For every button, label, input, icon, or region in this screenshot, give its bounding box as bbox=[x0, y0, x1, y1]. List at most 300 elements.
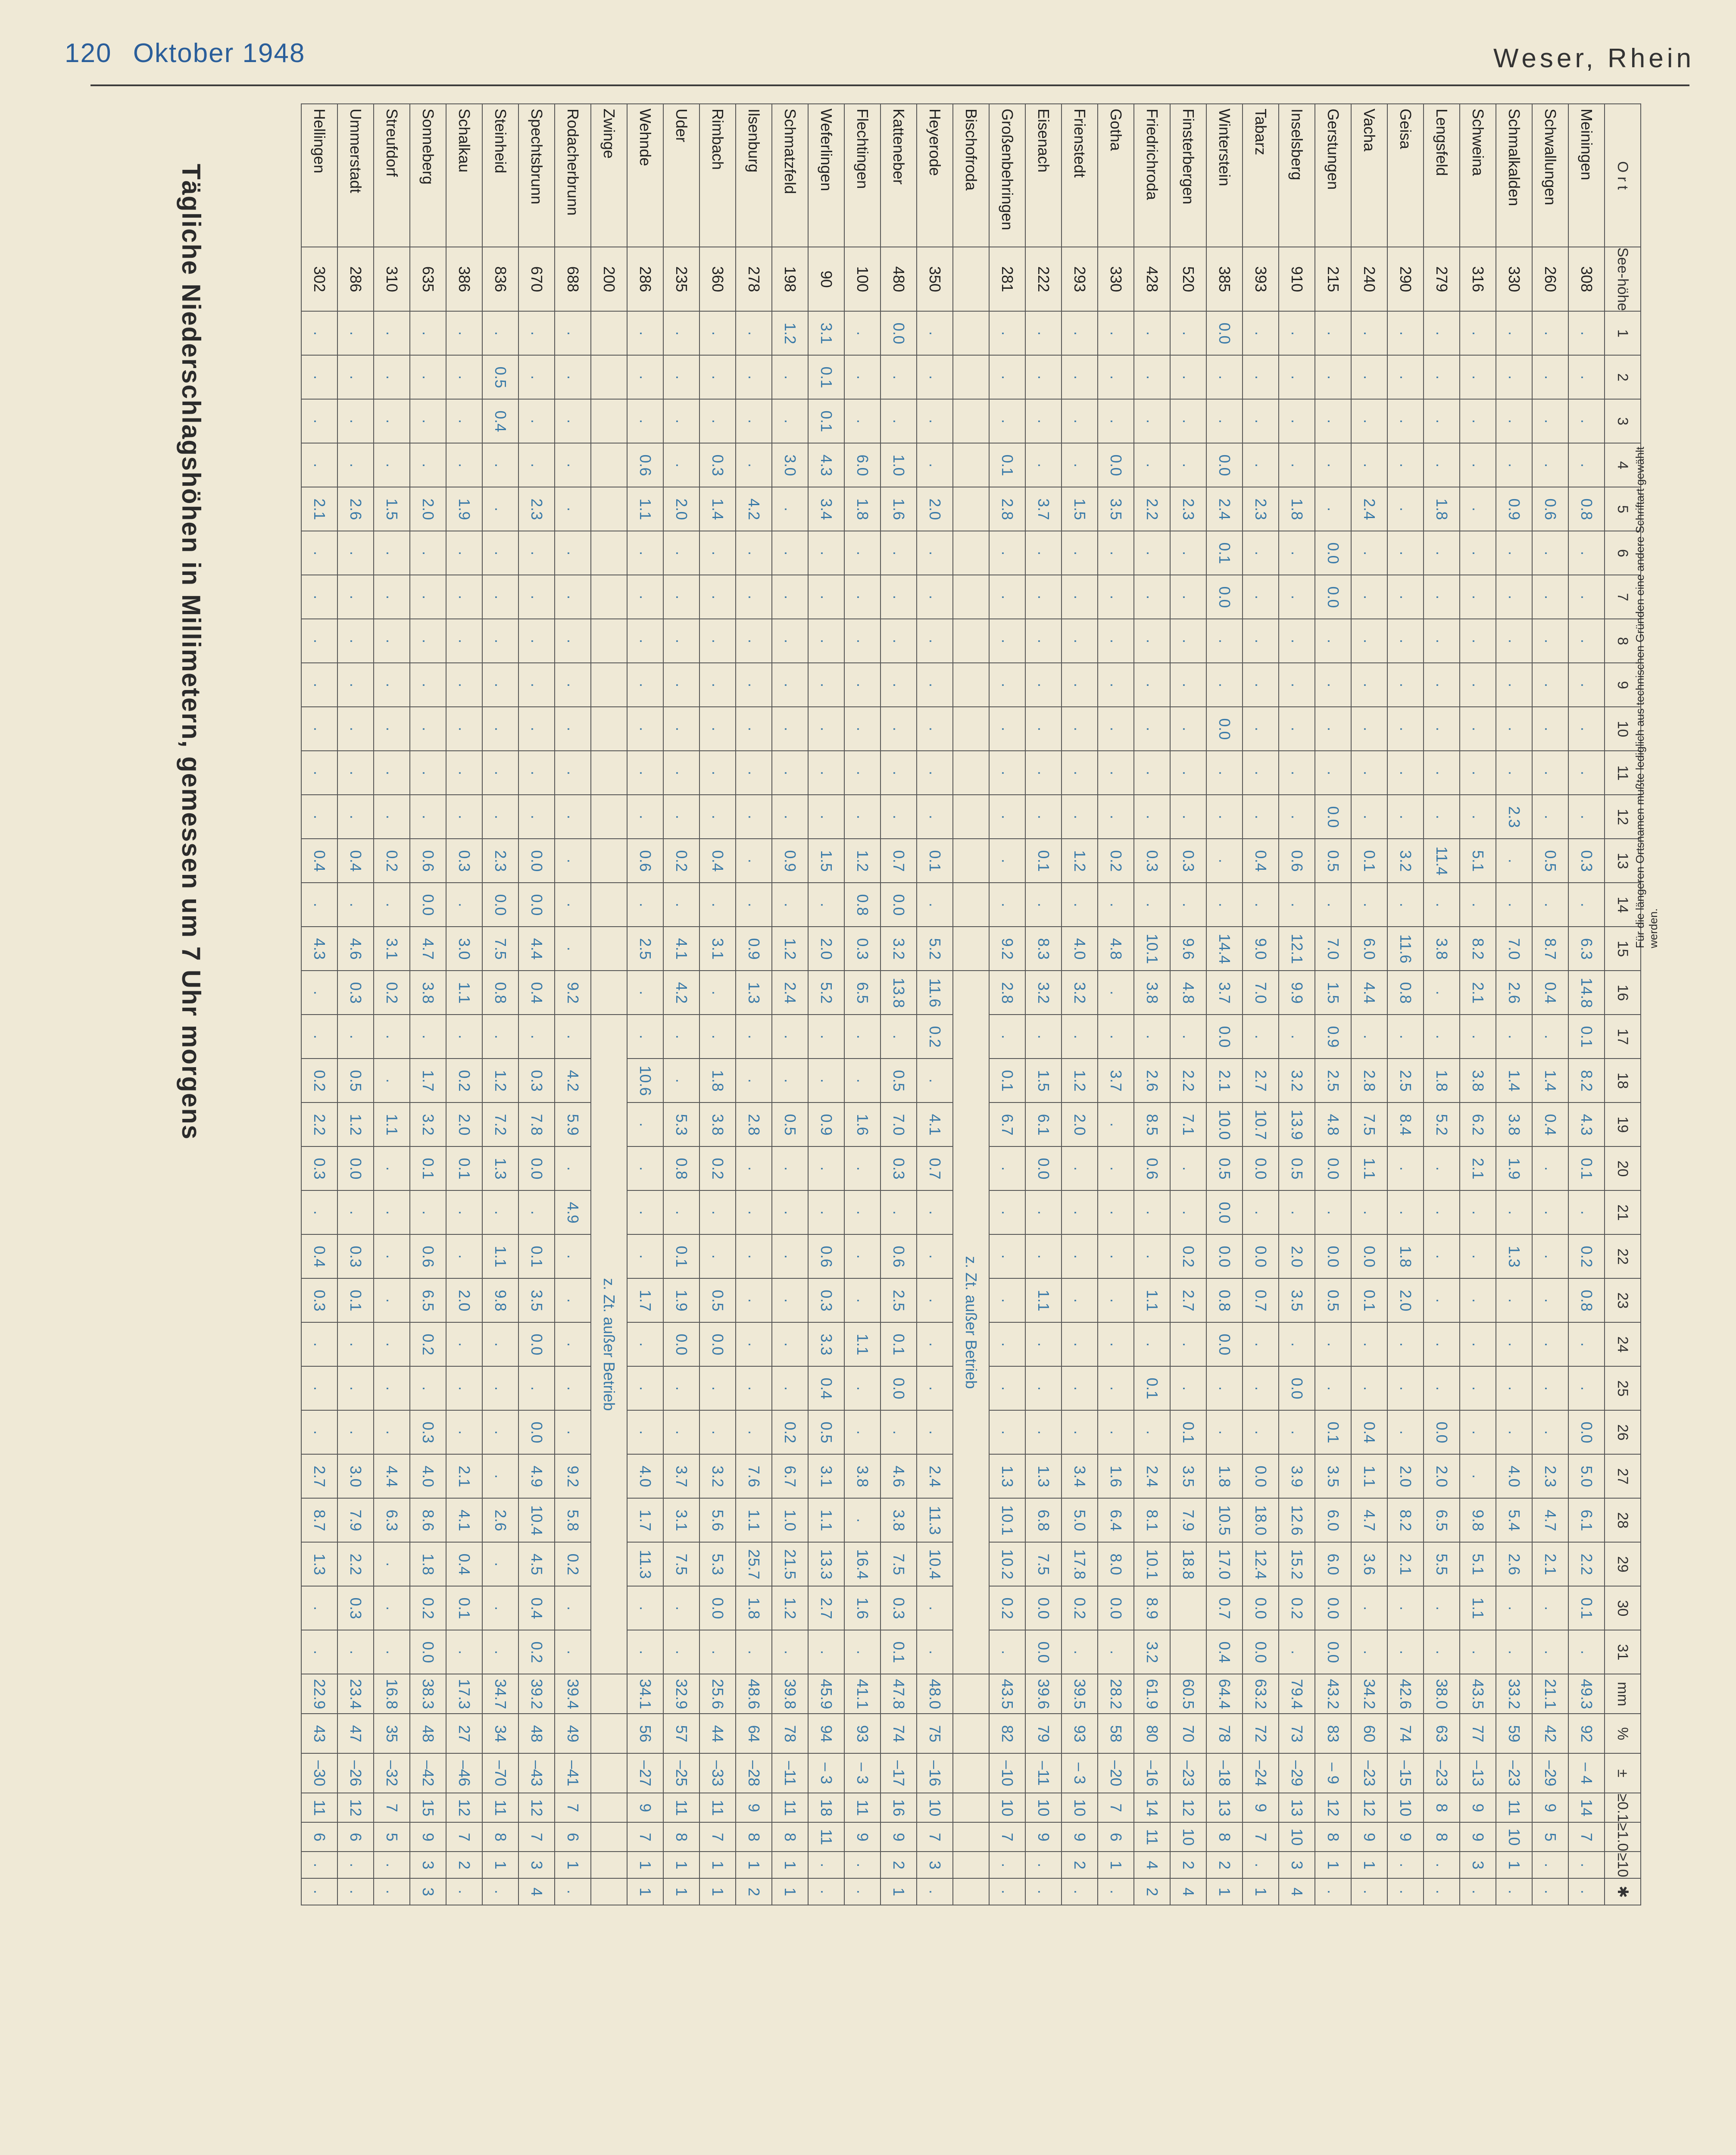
day-cell: 0.4 bbox=[337, 839, 374, 883]
day-cell: . bbox=[699, 311, 736, 355]
day-cell: 9.0 bbox=[1243, 927, 1279, 971]
day-count: 7 bbox=[917, 1822, 953, 1852]
day-cell: . bbox=[1387, 619, 1424, 663]
day-cell: 2.8 bbox=[989, 487, 1025, 531]
day-count: 4 bbox=[518, 1878, 555, 1905]
day-cell: 0.0 bbox=[1206, 1234, 1243, 1278]
day-cell: 3.7 bbox=[1206, 971, 1243, 1015]
percent-of-mean: 75 bbox=[917, 1714, 953, 1753]
day-cell: . bbox=[446, 795, 482, 839]
day-cell: . bbox=[699, 751, 736, 795]
day-cell: 0.6 bbox=[880, 1234, 917, 1278]
day-cell: . bbox=[1134, 1410, 1170, 1454]
day-cell: . bbox=[446, 663, 482, 707]
day-cell: . bbox=[1206, 619, 1243, 663]
day-cell: . bbox=[482, 531, 518, 575]
day-cell: 0.3 bbox=[1134, 839, 1170, 883]
day-cell: . bbox=[410, 311, 446, 355]
day-cell: 0.3 bbox=[518, 1059, 555, 1102]
deviation: –23 bbox=[1170, 1753, 1206, 1793]
station-height: 198 bbox=[772, 247, 808, 311]
day-count: . bbox=[1387, 1852, 1424, 1878]
day-cell: . bbox=[699, 971, 736, 1015]
day-cell: . bbox=[989, 1278, 1025, 1322]
percent-of-mean: 74 bbox=[880, 1714, 917, 1753]
day-cell: . bbox=[1279, 619, 1315, 663]
day-count: 11 bbox=[772, 1793, 808, 1822]
day-cell: . bbox=[518, 531, 555, 575]
day-cell: . bbox=[1025, 619, 1062, 663]
day-cell: . bbox=[663, 619, 699, 663]
col-header-day-19: 19 bbox=[1605, 1102, 1641, 1146]
day-cell: . bbox=[663, 751, 699, 795]
day-count: 13 bbox=[1206, 1793, 1243, 1822]
day-cell: . bbox=[1496, 575, 1532, 619]
day-cell: 1.1 bbox=[1351, 1146, 1387, 1190]
day-cell: . bbox=[699, 1630, 736, 1674]
day-cell: . bbox=[1243, 883, 1279, 927]
station-name: Weferlingen bbox=[808, 104, 844, 247]
day-cell: 1.6 bbox=[880, 487, 917, 531]
day-count bbox=[591, 1852, 627, 1878]
day-cell: . bbox=[374, 751, 410, 795]
day-cell: 0.5 bbox=[772, 1102, 808, 1146]
col-header-sum: mm bbox=[1605, 1674, 1641, 1714]
day-cell: . bbox=[374, 619, 410, 663]
day-cell: 0.3 bbox=[410, 1410, 446, 1454]
day-cell: . bbox=[1062, 443, 1098, 487]
day-cell: . bbox=[1568, 443, 1605, 487]
deviation: –16 bbox=[917, 1753, 953, 1793]
day-cell: . bbox=[1460, 1234, 1496, 1278]
day-cell: . bbox=[627, 619, 663, 663]
day-cell: 0.2 bbox=[917, 1015, 953, 1059]
day-cell: 4.7 bbox=[1532, 1498, 1568, 1542]
day-cell: 0.6 bbox=[410, 1234, 446, 1278]
day-count: 9 bbox=[627, 1793, 663, 1822]
day-cell: . bbox=[699, 663, 736, 707]
day-cell: . bbox=[301, 355, 337, 399]
day-count: 12 bbox=[1170, 1793, 1206, 1822]
day-cell: 3.5 bbox=[1170, 1454, 1206, 1498]
day-cell: . bbox=[772, 1234, 808, 1278]
day-cell: 2.4 bbox=[1206, 487, 1243, 531]
day-cell: 6.0 bbox=[1315, 1542, 1351, 1586]
col-header-day-28: 28 bbox=[1605, 1498, 1641, 1542]
day-cell: . bbox=[917, 531, 953, 575]
day-count: 3 bbox=[917, 1852, 953, 1878]
day-count: . bbox=[1315, 1878, 1351, 1905]
day-cell: . bbox=[663, 399, 699, 443]
day-cell: 0.0 bbox=[1025, 1146, 1062, 1190]
station-name: Gerstungen bbox=[1315, 104, 1351, 247]
day-cell: . bbox=[1025, 751, 1062, 795]
day-cell: 0.2 bbox=[410, 1586, 446, 1630]
day-cell: 0.7 bbox=[1206, 1586, 1243, 1630]
day-cell: . bbox=[1424, 1146, 1460, 1190]
day-cell: . bbox=[1025, 311, 1062, 355]
day-count: 2 bbox=[880, 1852, 917, 1878]
station-name: Finsterbergen bbox=[1170, 104, 1206, 247]
station-name: Schalkau bbox=[446, 104, 482, 247]
day-cell: . bbox=[555, 619, 591, 663]
day-cell: 0.8 bbox=[1568, 1278, 1605, 1322]
day-cell: . bbox=[1460, 619, 1496, 663]
day-cell: . bbox=[1243, 707, 1279, 751]
day-cell: . bbox=[555, 927, 591, 971]
day-cell: 7.0 bbox=[1243, 971, 1279, 1015]
day-cell: . bbox=[337, 355, 374, 399]
day-cell: 3.1 bbox=[699, 927, 736, 971]
day-cell: . bbox=[1568, 663, 1605, 707]
day-cell: . bbox=[518, 795, 555, 839]
day-cell: 0.1 bbox=[989, 1059, 1025, 1102]
day-cell: . bbox=[446, 1630, 482, 1674]
col-header-count-0: ≥0.1 bbox=[1605, 1793, 1641, 1822]
day-cell: . bbox=[844, 1146, 880, 1190]
day-cell: . bbox=[1025, 1015, 1062, 1059]
table-row bbox=[989, 104, 1025, 1905]
day-cell: 3.7 bbox=[663, 1454, 699, 1498]
percent-of-mean: 59 bbox=[1496, 1714, 1532, 1753]
day-cell: . bbox=[1568, 619, 1605, 663]
station-height bbox=[953, 247, 989, 311]
day-cell: . bbox=[1568, 1366, 1605, 1410]
day-cell: . bbox=[844, 1059, 880, 1102]
day-cell: 0.0 bbox=[699, 1586, 736, 1630]
day-cell: 0.2 bbox=[772, 1410, 808, 1454]
out-of-service-note: z. Zt. außer Betrieb bbox=[953, 971, 989, 1674]
day-count: 1 bbox=[1243, 1878, 1279, 1905]
day-cell: 4.7 bbox=[1351, 1498, 1387, 1542]
day-cell: 6.0 bbox=[1315, 1498, 1351, 1542]
day-count: 12 bbox=[518, 1793, 555, 1822]
day-cell: 4.4 bbox=[1351, 971, 1387, 1015]
day-cell: . bbox=[1532, 1322, 1568, 1366]
day-cell: . bbox=[1062, 1234, 1098, 1278]
station-name: Geisa bbox=[1387, 104, 1424, 247]
day-cell: 9.8 bbox=[482, 1278, 518, 1322]
day-cell bbox=[953, 707, 989, 751]
day-cell: 1.8 bbox=[1424, 487, 1460, 531]
day-cell: 0.9 bbox=[772, 839, 808, 883]
day-count: 10 bbox=[1170, 1822, 1206, 1852]
day-cell: . bbox=[1424, 1278, 1460, 1322]
table-row bbox=[808, 104, 844, 1905]
day-cell: . bbox=[301, 795, 337, 839]
day-cell: 4.2 bbox=[663, 971, 699, 1015]
day-cell: . bbox=[917, 311, 953, 355]
day-cell: . bbox=[1134, 707, 1170, 751]
day-cell: 10.4 bbox=[917, 1542, 953, 1586]
day-cell: . bbox=[374, 1322, 410, 1366]
day-cell: 0.0 bbox=[1206, 1190, 1243, 1234]
day-count: . bbox=[337, 1852, 374, 1878]
day-cell: . bbox=[374, 531, 410, 575]
day-cell: 0.1 bbox=[1025, 839, 1062, 883]
day-cell: . bbox=[1279, 399, 1315, 443]
day-cell: . bbox=[772, 1322, 808, 1366]
day-cell: 4.2 bbox=[736, 487, 772, 531]
day-cell bbox=[591, 531, 627, 575]
day-cell: . bbox=[627, 1410, 663, 1454]
day-cell: 4.2 bbox=[555, 1059, 591, 1102]
day-count: 5 bbox=[374, 1822, 410, 1852]
day-cell: . bbox=[301, 1630, 337, 1674]
day-cell: . bbox=[1243, 795, 1279, 839]
day-count: 1 bbox=[1206, 1878, 1243, 1905]
day-cell: 0.1 bbox=[1568, 1015, 1605, 1059]
day-count: . bbox=[1387, 1878, 1424, 1905]
day-count bbox=[953, 1822, 989, 1852]
day-count: 3 bbox=[410, 1852, 446, 1878]
day-cell: 0.0 bbox=[1315, 531, 1351, 575]
day-cell: 4.1 bbox=[446, 1498, 482, 1542]
day-cell: . bbox=[627, 1586, 663, 1630]
day-cell: . bbox=[1279, 1630, 1315, 1674]
day-cell: . bbox=[410, 531, 446, 575]
day-cell: . bbox=[989, 619, 1025, 663]
day-cell: . bbox=[337, 1630, 374, 1674]
station-height: 910 bbox=[1279, 247, 1315, 311]
day-cell: . bbox=[374, 795, 410, 839]
station-height: 293 bbox=[1062, 247, 1098, 311]
day-cell: 3.8 bbox=[844, 1454, 880, 1498]
day-cell: 0.6 bbox=[808, 1234, 844, 1278]
monthly-sum: 42.6 bbox=[1387, 1674, 1424, 1714]
day-count: 11 bbox=[1496, 1793, 1532, 1822]
day-cell: 6.5 bbox=[844, 971, 880, 1015]
day-cell: 3.0 bbox=[772, 443, 808, 487]
day-cell: . bbox=[1170, 399, 1206, 443]
day-cell: . bbox=[1243, 1366, 1279, 1410]
day-cell: 0.1 bbox=[1568, 1146, 1605, 1190]
day-cell: . bbox=[518, 575, 555, 619]
day-cell bbox=[953, 751, 989, 795]
day-cell: . bbox=[1279, 1190, 1315, 1234]
day-cell: . bbox=[301, 1015, 337, 1059]
day-count bbox=[953, 1878, 989, 1905]
table-row bbox=[1424, 104, 1460, 1905]
day-cell: 0.3 bbox=[301, 1278, 337, 1322]
header-rule bbox=[91, 84, 1689, 86]
day-cell: . bbox=[1460, 575, 1496, 619]
day-cell: 5.2 bbox=[1424, 1102, 1460, 1146]
day-cell: 0.0 bbox=[1243, 1630, 1279, 1674]
day-cell: . bbox=[699, 355, 736, 399]
day-count: . bbox=[1025, 1878, 1062, 1905]
day-cell: 2.0 bbox=[410, 487, 446, 531]
day-count: 2 bbox=[1062, 1852, 1098, 1878]
day-cell: . bbox=[1025, 883, 1062, 927]
day-cell: . bbox=[989, 355, 1025, 399]
day-cell: . bbox=[555, 531, 591, 575]
day-count: 10 bbox=[1496, 1822, 1532, 1852]
day-cell: . bbox=[1315, 487, 1351, 531]
day-cell bbox=[591, 355, 627, 399]
day-cell: . bbox=[917, 399, 953, 443]
day-cell: 3.2 bbox=[1025, 971, 1062, 1015]
day-count: 8 bbox=[772, 1822, 808, 1852]
day-cell: . bbox=[1062, 751, 1098, 795]
day-cell: 4.3 bbox=[1568, 1102, 1605, 1146]
day-cell: . bbox=[518, 663, 555, 707]
col-header-day-11: 11 bbox=[1605, 751, 1641, 795]
day-cell: 10.4 bbox=[518, 1498, 555, 1542]
day-cell: . bbox=[374, 1410, 410, 1454]
day-cell: . bbox=[1134, 443, 1170, 487]
day-cell: . bbox=[555, 1630, 591, 1674]
day-cell: . bbox=[446, 1410, 482, 1454]
day-cell: 0.0 bbox=[482, 883, 518, 927]
day-cell: 0.2 bbox=[374, 839, 410, 883]
station-name: Rimbach bbox=[699, 104, 736, 247]
day-cell: . bbox=[1134, 531, 1170, 575]
day-cell: . bbox=[663, 355, 699, 399]
day-cell: 0.6 bbox=[627, 839, 663, 883]
day-cell: 1.2 bbox=[337, 1102, 374, 1146]
day-cell: . bbox=[482, 487, 518, 531]
day-cell: . bbox=[880, 575, 917, 619]
day-cell: 9.8 bbox=[1460, 1498, 1496, 1542]
day-cell: . bbox=[1170, 795, 1206, 839]
day-cell: . bbox=[374, 311, 410, 355]
deviation: – 3 bbox=[844, 1753, 880, 1793]
day-cell: . bbox=[1496, 1366, 1532, 1410]
deviation: –11 bbox=[772, 1753, 808, 1793]
day-cell bbox=[953, 663, 989, 707]
percent-of-mean: 56 bbox=[627, 1714, 663, 1753]
day-cell: 0.0 bbox=[1315, 1146, 1351, 1190]
day-cell: . bbox=[1460, 1630, 1496, 1674]
station-height: 290 bbox=[1387, 247, 1424, 311]
deviation: –18 bbox=[1206, 1753, 1243, 1793]
monthly-sum: 43.5 bbox=[1460, 1674, 1496, 1714]
deviation: –29 bbox=[1279, 1753, 1315, 1793]
day-cell: . bbox=[1315, 1322, 1351, 1366]
day-count: 4 bbox=[1279, 1878, 1315, 1905]
day-cell: . bbox=[1206, 399, 1243, 443]
day-cell: 6.1 bbox=[1025, 1102, 1062, 1146]
day-cell: 0.4 bbox=[1532, 1102, 1568, 1146]
day-cell: . bbox=[808, 751, 844, 795]
day-cell: . bbox=[337, 1366, 374, 1410]
day-cell: . bbox=[1496, 443, 1532, 487]
station-name: Tabarz bbox=[1243, 104, 1279, 247]
day-cell: . bbox=[1098, 1234, 1134, 1278]
day-cell: . bbox=[1351, 1630, 1387, 1674]
day-count: . bbox=[808, 1878, 844, 1905]
day-count: 7 bbox=[446, 1822, 482, 1852]
day-cell: 2.1 bbox=[1460, 971, 1496, 1015]
day-cell: . bbox=[555, 795, 591, 839]
day-cell: . bbox=[844, 1630, 880, 1674]
day-cell: 5.0 bbox=[1062, 1498, 1098, 1542]
day-cell bbox=[591, 311, 627, 355]
day-count: 6 bbox=[555, 1822, 591, 1852]
day-count: . bbox=[337, 1878, 374, 1905]
day-cell: . bbox=[663, 443, 699, 487]
day-cell: . bbox=[1025, 795, 1062, 839]
day-cell: . bbox=[627, 1015, 663, 1059]
day-cell: . bbox=[374, 1278, 410, 1322]
day-cell: 6.4 bbox=[1098, 1498, 1134, 1542]
day-cell: . bbox=[1496, 663, 1532, 707]
day-cell: . bbox=[518, 707, 555, 751]
day-count: . bbox=[1243, 1852, 1279, 1878]
day-cell: . bbox=[1532, 1366, 1568, 1410]
day-cell: 5.1 bbox=[1460, 839, 1496, 883]
day-cell: 3.5 bbox=[518, 1278, 555, 1322]
table-row bbox=[627, 104, 663, 1905]
day-cell: 2.3 bbox=[482, 839, 518, 883]
day-cell: . bbox=[1496, 619, 1532, 663]
day-cell: . bbox=[736, 575, 772, 619]
day-cell: 4.9 bbox=[518, 1454, 555, 1498]
table-row bbox=[1025, 104, 1062, 1905]
day-cell: . bbox=[555, 311, 591, 355]
station-height: 393 bbox=[1243, 247, 1279, 311]
day-cell: 0.2 bbox=[555, 1542, 591, 1586]
day-cell: 0.0 bbox=[1315, 1630, 1351, 1674]
day-cell: 1.2 bbox=[772, 311, 808, 355]
day-cell: 1.5 bbox=[374, 487, 410, 531]
day-cell: . bbox=[374, 1542, 410, 1586]
day-cell: . bbox=[1351, 751, 1387, 795]
day-cell bbox=[953, 443, 989, 487]
day-cell: . bbox=[337, 311, 374, 355]
day-cell: . bbox=[989, 839, 1025, 883]
precipitation-table bbox=[301, 103, 1641, 1905]
day-cell: 0.2 bbox=[1170, 1234, 1206, 1278]
day-cell: 6.0 bbox=[1351, 927, 1387, 971]
col-header-place: O r t bbox=[1605, 104, 1641, 247]
day-cell: . bbox=[917, 707, 953, 751]
day-cell: . bbox=[337, 1322, 374, 1366]
day-cell: . bbox=[482, 311, 518, 355]
day-cell: 0.0 bbox=[1315, 1234, 1351, 1278]
day-cell: 0.0 bbox=[518, 1322, 555, 1366]
day-cell: . bbox=[844, 1190, 880, 1234]
station-name: Zwinge bbox=[591, 104, 627, 247]
day-cell: 0.3 bbox=[1170, 839, 1206, 883]
day-cell: . bbox=[880, 707, 917, 751]
day-cell: . bbox=[446, 311, 482, 355]
day-cell: . bbox=[337, 883, 374, 927]
day-cell: 2.2 bbox=[1568, 1542, 1605, 1586]
station-height: 330 bbox=[1098, 247, 1134, 311]
monthly-sum: 16.8 bbox=[374, 1674, 410, 1714]
deviation: –46 bbox=[446, 1753, 482, 1793]
day-cell: . bbox=[1496, 1322, 1532, 1366]
col-header-day-2: 2 bbox=[1605, 355, 1641, 399]
day-count: 6 bbox=[337, 1822, 374, 1852]
day-cell: . bbox=[410, 399, 446, 443]
day-cell: 2.0 bbox=[446, 1102, 482, 1146]
day-cell: 3.2 bbox=[1279, 1059, 1315, 1102]
day-cell: . bbox=[1134, 399, 1170, 443]
day-cell: . bbox=[1532, 399, 1568, 443]
percent-of-mean: 93 bbox=[844, 1714, 880, 1753]
day-cell: . bbox=[736, 1234, 772, 1278]
day-cell: . bbox=[337, 1410, 374, 1454]
day-cell: . bbox=[1134, 795, 1170, 839]
day-cell: . bbox=[989, 795, 1025, 839]
station-name: Inselsberg bbox=[1279, 104, 1315, 247]
day-cell: 0.1 bbox=[880, 1630, 917, 1674]
day-cell: . bbox=[1279, 311, 1315, 355]
day-cell: . bbox=[663, 1586, 699, 1630]
